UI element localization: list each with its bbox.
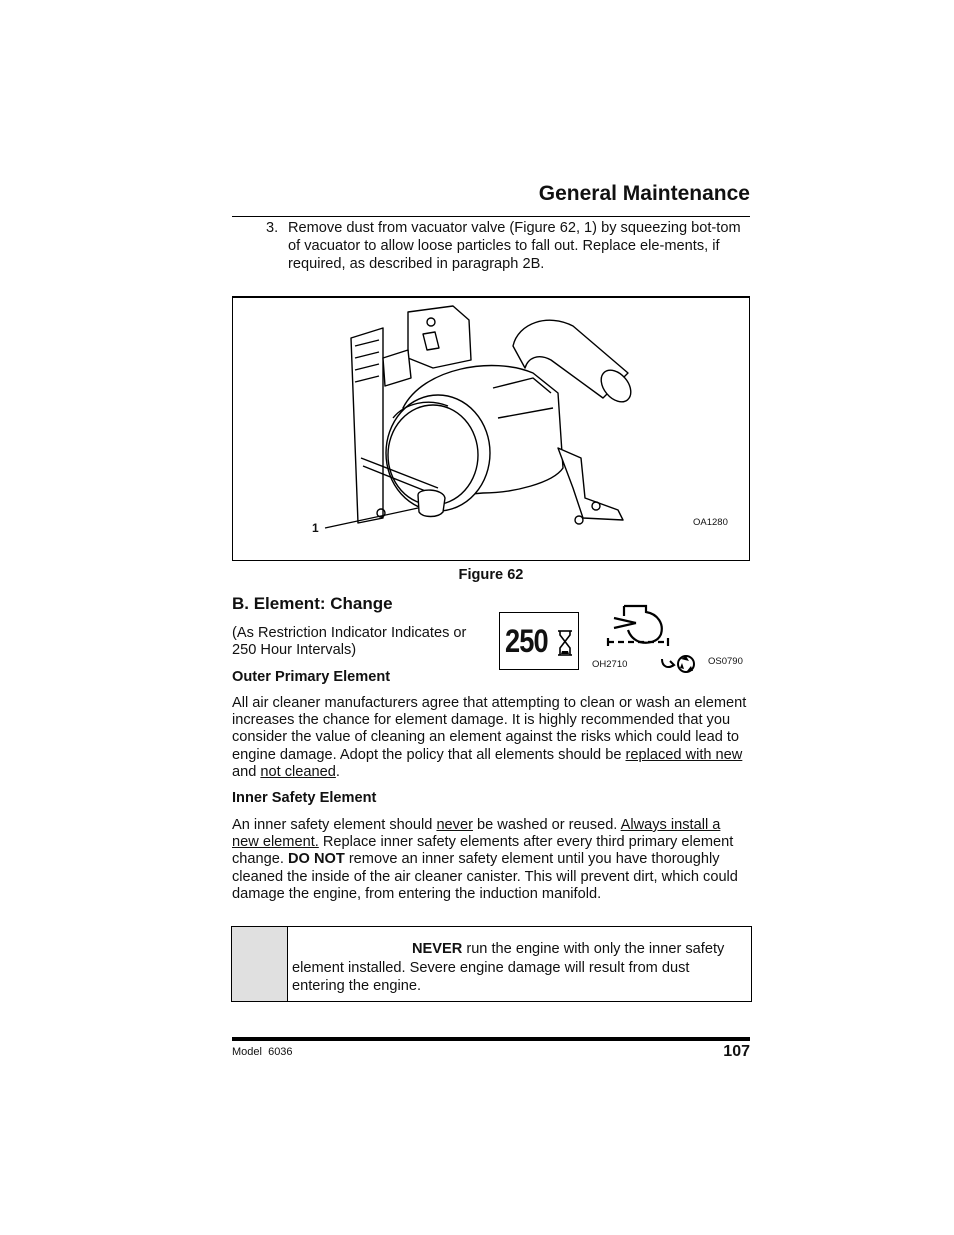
figure-62 [232, 296, 750, 561]
footer-rule [232, 1037, 750, 1041]
outer-primary-paragraph [232, 695, 750, 781]
important-notice [231, 926, 752, 1002]
notice-body: run the engine with only the inner safety element installed. Severe engine damage will result from dust entering the engine. [292, 941, 725, 994]
figure-caption: Figure 62 [458, 567, 524, 583]
step-number: 3. [266, 220, 279, 236]
page-title: General Maintenance [538, 182, 750, 205]
title-rule [232, 216, 750, 217]
interval-value: 250 [505, 623, 548, 659]
figure-callout: 1 [312, 521, 319, 535]
outer-text-and: and [232, 763, 261, 780]
inner-text-a: An inner safety element should [232, 817, 437, 833]
inner-text-b: be washed or reused. [472, 817, 621, 833]
not-cleaned-text: not cleaned [260, 763, 336, 780]
icon-code-right: OS0790 [708, 656, 743, 667]
interval-note: (As Restriction Indicator Indicates or 250 Hour Intervals) [232, 625, 467, 658]
air-filter-icon [606, 598, 676, 658]
inner-text-d: remove an inner safety element until you have thoroughly cleaned the inside of the air cleaner canister. This will prevent dirt, which could damage the engine, from entering the induction manifold. [232, 851, 738, 902]
outer-text: All air cleaner manufacturers agree that attempting to clean or wash an element increases the chance for element damage. It is highly recommended that you consider the value of cleaning an element against the risks which could lead to engine damage. Adopt the policy that all elements should be [232, 695, 747, 763]
section-heading: B. Element: Change [232, 594, 393, 613]
inner-safety-heading: Inner Safety Element [232, 790, 377, 806]
always-install-text: Always install a new element. [232, 817, 721, 851]
outer-text-end: . [335, 763, 340, 780]
air-cleaner-illustration [233, 298, 749, 560]
notice-text [292, 940, 744, 996]
replaced-with-new-text: replaced with new [625, 746, 743, 763]
icon-code-left: OH2710 [592, 659, 628, 670]
service-interval-box [499, 612, 579, 670]
recycle-icon [660, 653, 700, 675]
inner-text-c: Replace inner safety elements after every third primary element change. [232, 834, 734, 868]
notice-side-panel [232, 927, 288, 1001]
step-text: Remove dust from vacuator valve (Figure 62, 1) by squeezing bot-tom of vacuator to allow loose particles to fall out. Replace ele-ments, if required, as described in paragraph 2B. [288, 220, 741, 272]
figure-code: OA1280 [693, 517, 728, 528]
inner-safety-paragraph [232, 817, 750, 903]
notice-never: NEVER [412, 941, 463, 957]
hourglass-icon [557, 630, 573, 656]
do-not-text: DO NOT [288, 851, 345, 868]
outer-primary-heading: Outer Primary Element [232, 669, 391, 685]
footer-model: Model 6036 [232, 1046, 293, 1058]
page-number: 107 [723, 1043, 750, 1060]
never-text: never [436, 817, 473, 833]
